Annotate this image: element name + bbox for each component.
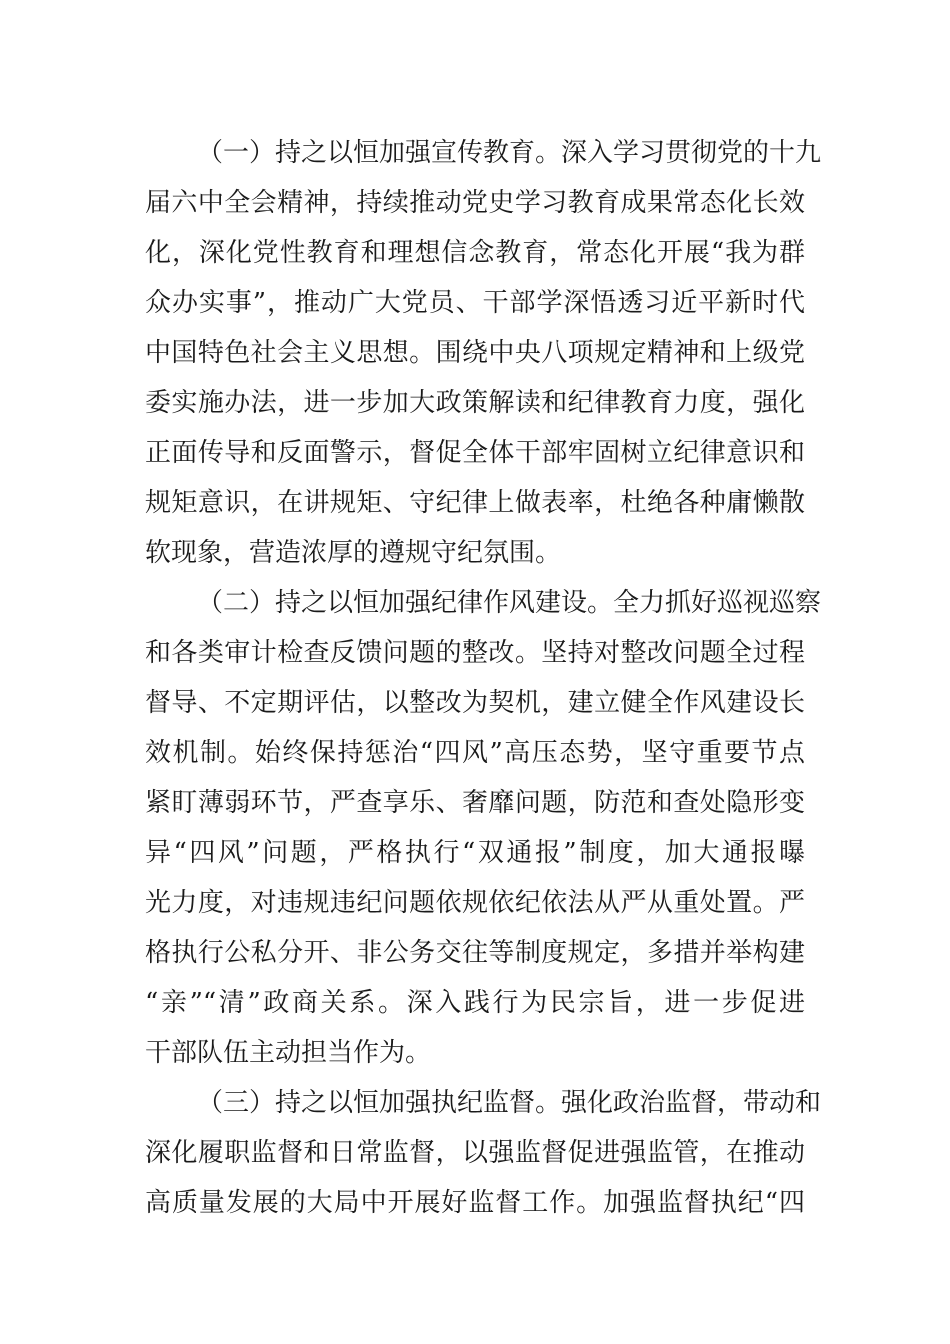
paragraph-2-line-3: 督导、不定期评估，以整改为契机，建立健全作风建设长 — [145, 688, 805, 718]
paragraph-2-line-9: “亲”“清”政商关系。深入践行为民宗旨，进一步促进 — [145, 988, 805, 1018]
paragraph-2-line-5: 紧盯薄弱环节，严查享乐、奢靡问题，防范和查处隐形变 — [145, 788, 805, 818]
paragraph-1-line-4: 众办实事”，推动广大党员、干部学深悟透习近平新时代 — [145, 288, 805, 318]
paragraph-2-line-7: 光力度，对违规违纪问题依规依纪依法从严从重处置。严 — [145, 888, 805, 918]
document-body — [145, 128, 822, 1228]
paragraph-3-line-2: 深化履职监督和日常监督，以强监督促进强监管，在推动 — [145, 1138, 805, 1168]
paragraph-3-line-3: 高质量发展的大局中开展好监督工作。加强监督执纪“四 — [145, 1188, 805, 1218]
paragraph-1-line-9: 软现象，营造浓厚的遵规守纪氛围。 — [145, 538, 562, 568]
paragraph-1-line-2: 届六中全会精神，持续推动党史学习教育成果常态化长效 — [145, 188, 805, 218]
paragraph-1-line-6: 委实施办法，进一步加大政策解读和纪律教育力度，强化 — [145, 388, 805, 418]
paragraph-1-line-1: （一）持之以恒加强宣传教育。深入学习贯彻党的十九 — [197, 138, 822, 168]
paragraph-1-line-8: 规矩意识，在讲规矩、守纪律上做表率，杜绝各种庸懒散 — [145, 488, 805, 518]
paragraph-1-line-5: 中国特色社会主义思想。围绕中央八项规定精神和上级党 — [145, 338, 805, 368]
paragraph-2-line-2: 和各类审计检查反馈问题的整改。坚持对整改问题全过程 — [145, 638, 805, 668]
paragraph-2-line-6: 异“四风”问题，严格执行“双通报”制度，加大通报曝 — [145, 838, 805, 868]
paragraph-2-line-4: 效机制。始终保持惩治“四风”高压态势，坚守重要节点 — [145, 738, 805, 768]
paragraph-1-line-7: 正面传导和反面警示，督促全体干部牢固树立纪律意识和 — [145, 438, 805, 468]
paragraph-2-line-1: （二）持之以恒加强纪律作风建设。全力抓好巡视巡察 — [197, 588, 822, 618]
paragraph-2-line-8: 格执行公私分开、非公务交往等制度规定，多措并举构建 — [145, 938, 805, 968]
paragraph-2-line-10: 干部队伍主动担当作为。 — [145, 1038, 432, 1068]
paragraph-1-line-3: 化，深化党性教育和理想信念教育，常态化开展“我为群 — [145, 238, 805, 268]
paragraph-3-line-1: （三）持之以恒加强执纪监督。强化政治监督，带动和 — [197, 1088, 822, 1118]
